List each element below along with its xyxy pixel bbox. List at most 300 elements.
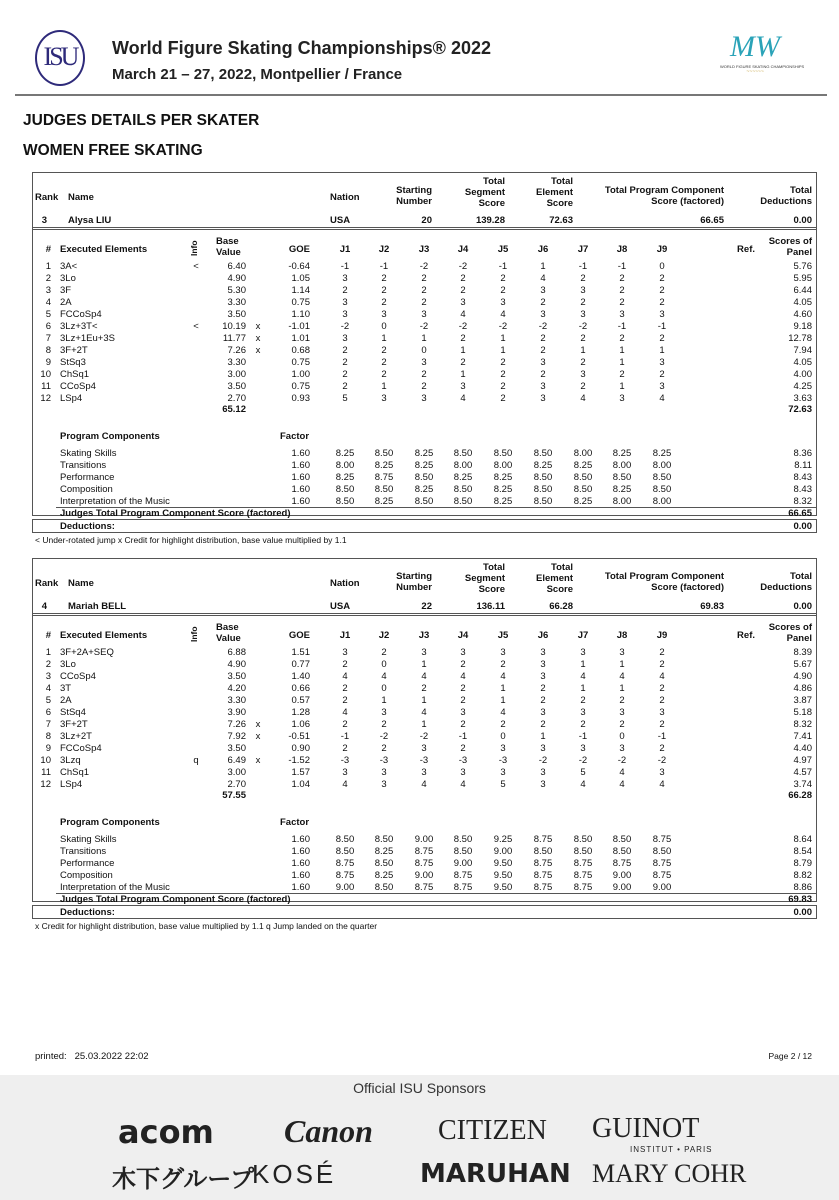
component-name: Composition [60, 870, 113, 881]
col-judge: J3 [418, 244, 430, 255]
element-judge-score: 2 [580, 297, 586, 308]
element-judge-score: 2 [659, 297, 665, 308]
header-starting-number: Starting [396, 571, 432, 582]
element-judge-score: 3 [659, 707, 665, 718]
component-panel-score: 8.86 [793, 882, 812, 893]
element-judge-score: 3 [460, 297, 466, 308]
element-judge-score: 3 [540, 659, 546, 670]
element-judge-score: 3 [540, 393, 546, 404]
element-name: 2A [60, 297, 72, 308]
element-goe: -1.52 [288, 755, 310, 766]
element-judge-score: 3 [342, 273, 348, 284]
element-judge-score: -2 [538, 755, 548, 766]
header-deductions: Deductions [760, 196, 812, 207]
element-goe: 0.93 [291, 393, 310, 404]
col-judge: J9 [656, 630, 668, 641]
skater-tss: 139.28 [475, 215, 505, 226]
component-judge-score: 8.00 [335, 460, 355, 471]
component-judge-score: 8.50 [453, 448, 473, 459]
element-base-value: 7.26 [227, 719, 246, 730]
element-judge-score: 2 [460, 357, 466, 368]
component-judge-score: 8.00 [612, 496, 632, 507]
element-base-value: 3.50 [227, 309, 246, 320]
element-judge-score: 4 [381, 671, 387, 682]
col-judge: J1 [339, 630, 351, 641]
col-base-value: Base [216, 622, 239, 633]
element-number: 8 [45, 345, 51, 356]
element-judge-score: 1 [580, 345, 586, 356]
component-judge-score: 8.50 [612, 846, 632, 857]
element-judge-score: 1 [659, 345, 665, 356]
element-judge-score: 3 [500, 767, 506, 778]
element-judge-score: 2 [421, 297, 427, 308]
header-nation: Nation [330, 192, 360, 203]
element-judge-score: -1 [578, 261, 588, 272]
element-judge-score: 2 [460, 683, 466, 694]
header-name: Name [68, 578, 94, 589]
deductions-box [32, 905, 817, 919]
element-judge-score: 3 [500, 647, 506, 658]
element-judge-score: 2 [342, 659, 348, 670]
component-judge-score: 8.25 [612, 484, 632, 495]
element-judge-score: 2 [421, 369, 427, 380]
col-judge: J4 [457, 630, 469, 641]
element-bonus-marker: x [255, 321, 261, 332]
element-base-value: 2.70 [227, 779, 246, 790]
element-judge-score: 2 [659, 333, 665, 344]
component-judge-score: 8.25 [573, 460, 593, 471]
championship-logo [720, 30, 805, 92]
element-goe: 0.75 [291, 381, 310, 392]
element-judge-score: 0 [381, 659, 387, 670]
header-tss: Total [483, 176, 505, 187]
element-base-value: 6.49 [227, 755, 246, 766]
element-judge-score: 3 [580, 707, 586, 718]
element-judge-score: 4 [460, 779, 466, 790]
element-number: 2 [45, 273, 51, 284]
component-judge-score: 9.00 [335, 882, 355, 893]
component-judge-score: 8.75 [453, 882, 473, 893]
element-judge-score: 2 [460, 333, 466, 344]
element-goe: 1.28 [291, 707, 310, 718]
header-rank: Rank [35, 578, 59, 589]
col-judge: J7 [577, 630, 589, 641]
element-judge-score: 2 [659, 273, 665, 284]
header-tss: Score [478, 198, 505, 209]
element-judge-score: 2 [381, 273, 387, 284]
element-goe: 0.68 [291, 345, 310, 356]
component-judge-score: 8.75 [533, 882, 553, 893]
component-judge-score: 8.75 [533, 834, 553, 845]
element-judge-score: 1 [500, 695, 506, 706]
component-judge-score: 9.00 [652, 882, 672, 893]
element-judge-score: 4 [342, 779, 348, 790]
element-number: 6 [45, 707, 51, 718]
element-number: 6 [45, 321, 51, 332]
element-judge-score: 2 [540, 369, 546, 380]
element-judge-score: 3 [540, 671, 546, 682]
element-judge-score: 1 [500, 683, 506, 694]
element-goe: 0.75 [291, 297, 310, 308]
element-judge-score: -1 [617, 261, 627, 272]
element-judge-score: 2 [460, 695, 466, 706]
element-judge-score: 2 [421, 381, 427, 392]
element-judge-score: 2 [500, 381, 506, 392]
col-num: # [45, 630, 51, 641]
component-judge-score: 8.25 [533, 460, 553, 471]
component-judge-score: 8.50 [652, 484, 672, 495]
element-judge-score: 3 [421, 357, 427, 368]
element-judge-score: 2 [580, 695, 586, 706]
factor-label: Factor [280, 431, 310, 442]
element-panel-score: 3.63 [793, 393, 812, 404]
element-judge-score: 2 [540, 683, 546, 694]
component-panel-score: 8.82 [793, 870, 812, 881]
element-panel-score: 3.87 [793, 695, 812, 706]
col-ref: Ref. [737, 244, 755, 255]
element-name: 3Lz+1Eu+3S [60, 333, 115, 344]
element-panel-score: 4.86 [793, 683, 812, 694]
component-name: Performance [60, 858, 115, 869]
event-title: World Figure Skating Championships® 2022 [112, 38, 491, 58]
element-judge-score: -3 [498, 755, 508, 766]
component-judge-score: 8.50 [453, 834, 473, 845]
sponsors-title: Official ISU Sponsors [353, 1080, 486, 1096]
element-judge-score: 1 [580, 659, 586, 670]
element-goe: 1.57 [291, 767, 310, 778]
element-judge-score: 2 [619, 285, 625, 296]
deductions-value: 0.00 [793, 907, 812, 918]
header-tss: Score [478, 584, 505, 595]
element-judge-score: 4 [460, 671, 466, 682]
sponsors-section [0, 1075, 839, 1200]
col-judge: J2 [378, 630, 390, 641]
element-judge-score: 3 [659, 767, 665, 778]
program-components-label: Program Components [60, 817, 160, 828]
component-judge-score: 8.25 [453, 472, 473, 483]
page-number: Page 2 / 12 [768, 1051, 812, 1061]
component-judge-score: 8.50 [374, 484, 394, 495]
component-judge-score: 8.75 [652, 870, 672, 881]
element-judge-score: 4 [500, 671, 506, 682]
element-goe: 1.51 [291, 647, 310, 658]
element-judge-score: 0 [381, 683, 387, 694]
component-judge-score: 8.50 [335, 484, 355, 495]
element-info: < [193, 261, 199, 272]
element-judge-score: 3 [460, 381, 466, 392]
element-judge-score: 2 [580, 381, 586, 392]
element-judge-score: 2 [381, 647, 387, 658]
element-base-value: 4.90 [227, 659, 246, 670]
element-goe: 1.05 [291, 273, 310, 284]
element-judge-score: 1 [500, 333, 506, 344]
element-judge-score: 3 [580, 309, 586, 320]
skater-nation: USA [330, 601, 351, 612]
element-judge-score: 5 [342, 393, 348, 404]
element-name: 2A [60, 695, 72, 706]
element-judge-score: 1 [381, 333, 387, 344]
component-judge-score: 8.25 [374, 460, 394, 471]
element-judge-score: 2 [460, 743, 466, 754]
element-judge-score: 0 [659, 261, 665, 272]
element-judge-score: -2 [379, 731, 389, 742]
col-judge: J5 [497, 630, 509, 641]
component-judge-score: 8.75 [533, 870, 553, 881]
component-panel-score: 8.36 [793, 448, 812, 459]
component-judge-score: 8.50 [374, 834, 394, 845]
element-judge-score: 3 [500, 743, 506, 754]
element-goe: 0.77 [291, 659, 310, 670]
component-judge-score: 8.50 [533, 846, 553, 857]
element-judge-score: 2 [381, 719, 387, 730]
component-judge-score: 8.75 [374, 472, 394, 483]
component-judge-score: 8.25 [493, 484, 513, 495]
element-judge-score: 3 [540, 647, 546, 658]
component-factor: 1.60 [291, 484, 310, 495]
element-judge-score: 0 [381, 321, 387, 332]
element-panel-score: 5.18 [793, 707, 812, 718]
element-judge-score: -2 [578, 755, 588, 766]
element-judge-score: 2 [381, 297, 387, 308]
element-judge-score: 0 [619, 731, 625, 742]
col-judge: J8 [616, 244, 628, 255]
col-scores-of-panel: Panel [786, 633, 812, 644]
element-goe: -0.51 [288, 731, 310, 742]
skater-pcs: 66.65 [700, 215, 724, 226]
component-judge-score: 8.50 [335, 834, 355, 845]
elements-total: 66.28 [788, 790, 812, 801]
element-goe: 1.00 [291, 369, 310, 380]
element-judge-score: -1 [657, 731, 667, 742]
component-judge-score: 8.50 [612, 472, 632, 483]
element-judge-score: 4 [580, 393, 586, 404]
component-name: Interpretation of the Music [60, 496, 170, 507]
element-judge-score: 4 [659, 671, 665, 682]
component-judge-score: 9.25 [493, 834, 513, 845]
element-judge-score: 1 [381, 381, 387, 392]
header-tes: Total [551, 176, 573, 187]
component-judge-score: 8.00 [612, 460, 632, 471]
element-number: 7 [45, 333, 51, 344]
element-judge-score: 2 [500, 369, 506, 380]
element-goe: 1.06 [291, 719, 310, 730]
element-base-value: 4.20 [227, 683, 246, 694]
component-judge-score: 8.75 [573, 858, 593, 869]
element-judge-score: 4 [421, 707, 427, 718]
element-judge-score: 2 [580, 273, 586, 284]
element-judge-score: 4 [342, 671, 348, 682]
col-judge: J8 [616, 630, 628, 641]
element-panel-score: 5.67 [793, 659, 812, 670]
element-number: 9 [45, 357, 51, 368]
element-judge-score: 2 [342, 683, 348, 694]
col-judge: J2 [378, 244, 390, 255]
component-panel-score: 8.11 [794, 460, 812, 471]
element-judge-score: 1 [421, 695, 427, 706]
element-judge-score: 0 [421, 345, 427, 356]
header-rank: Rank [35, 192, 59, 203]
skater-pcs: 69.83 [700, 601, 724, 612]
element-judge-score: 1 [540, 261, 546, 272]
element-panel-score: 7.94 [793, 345, 812, 356]
element-judge-score: 2 [460, 719, 466, 730]
element-number: 4 [45, 683, 51, 694]
skater-starting-number: 22 [421, 601, 432, 612]
element-judge-score: -3 [340, 755, 350, 766]
element-name: 3Lz+3T< [60, 321, 98, 332]
element-judge-score: 2 [659, 647, 665, 658]
component-judge-score: 8.00 [652, 460, 672, 471]
element-panel-score: 4.00 [793, 369, 812, 380]
element-judge-score: 2 [619, 297, 625, 308]
component-judge-score: 8.25 [374, 846, 394, 857]
header-nation: Nation [330, 578, 360, 589]
element-judge-score: -2 [617, 755, 627, 766]
element-judge-score: 3 [342, 333, 348, 344]
col-judge: J3 [418, 630, 430, 641]
component-judge-score: 8.50 [374, 448, 394, 459]
element-base-value: 3.00 [227, 767, 246, 778]
component-judge-score: 8.50 [612, 834, 632, 845]
element-judge-score: 3 [500, 297, 506, 308]
element-judge-score: 2 [619, 369, 625, 380]
component-panel-score: 8.54 [793, 846, 812, 857]
component-judge-score: 8.25 [335, 448, 355, 459]
component-factor: 1.60 [291, 834, 310, 845]
component-judge-score: 8.50 [493, 448, 513, 459]
component-panel-score: 8.79 [793, 858, 812, 869]
element-judge-score: 2 [540, 719, 546, 730]
header-pcs: Total Program Component [604, 185, 724, 196]
header-tes: Element [536, 187, 573, 198]
col-base-value: Value [216, 633, 241, 644]
component-factor: 1.60 [291, 496, 310, 507]
element-judge-score: -3 [419, 755, 429, 766]
element-judge-score: 3 [540, 285, 546, 296]
element-judge-score: 4 [659, 393, 665, 404]
component-name: Transitions [60, 460, 107, 471]
component-judge-score: 8.50 [414, 472, 434, 483]
element-judge-score: 2 [659, 683, 665, 694]
deductions-label: Deductions: [60, 521, 115, 532]
element-name: StSq4 [60, 707, 86, 718]
element-judge-score: -2 [458, 261, 468, 272]
element-name: 3F+2T [60, 345, 88, 356]
element-goe: -0.64 [288, 261, 310, 272]
element-judge-score: 4 [500, 707, 506, 718]
component-judge-score: 9.50 [493, 870, 513, 881]
element-judge-score: 2 [580, 333, 586, 344]
element-goe: 0.90 [291, 743, 310, 754]
element-number: 7 [45, 719, 51, 730]
component-judge-score: 8.75 [414, 846, 434, 857]
col-judge: J9 [656, 244, 668, 255]
element-judge-score: -1 [578, 731, 588, 742]
element-number: 2 [45, 659, 51, 670]
element-panel-score: 12.78 [788, 333, 812, 344]
element-bonus-marker: x [255, 345, 261, 356]
component-judge-score: 8.25 [414, 484, 434, 495]
element-panel-score: 6.44 [793, 285, 812, 296]
element-judge-score: 3 [381, 309, 387, 320]
component-judge-score: 8.75 [414, 858, 434, 869]
element-judge-score: 5 [580, 767, 586, 778]
element-judge-score: 1 [460, 369, 466, 380]
sponsor-maruhan: MARUHAN [420, 1159, 571, 1189]
col-info: Info [189, 240, 199, 256]
element-name: 3Lz+2T [60, 731, 92, 742]
component-panel-score: 8.32 [793, 496, 812, 507]
component-judge-score: 8.75 [335, 870, 355, 881]
element-name: 3Lo [60, 659, 76, 670]
element-number: 10 [40, 369, 51, 380]
component-judge-score: 8.50 [453, 846, 473, 857]
element-goe: 0.75 [291, 357, 310, 368]
element-judge-score: 4 [500, 309, 506, 320]
element-judge-score: 3 [540, 707, 546, 718]
element-judge-score: 4 [540, 273, 546, 284]
component-factor: 1.60 [291, 858, 310, 869]
judges-total-pcs-value: 66.65 [788, 508, 812, 519]
judges-total-pcs-label: Judges Total Program Component Score (factored) [60, 894, 291, 905]
col-scores-of-panel: Scores of [768, 622, 812, 633]
championship-logo-caption: WORLD FIGURE SKATING CHAMPIONSHIPS [720, 64, 805, 69]
segment-title: WOMEN FREE SKATING [23, 142, 203, 159]
element-name: LSp4 [60, 393, 83, 404]
element-judge-score: 3 [421, 309, 427, 320]
col-judge: J6 [537, 630, 549, 641]
element-judge-score: 1 [500, 345, 506, 356]
element-judge-score: 2 [342, 381, 348, 392]
header-pcs: Score (factored) [651, 582, 724, 593]
header-starting-number: Number [396, 582, 432, 593]
element-bonus-marker: x [255, 755, 261, 766]
elements-total: 72.63 [788, 404, 812, 415]
element-goe: 0.57 [291, 695, 310, 706]
element-judge-score: 2 [580, 719, 586, 730]
component-judge-score: 8.75 [573, 882, 593, 893]
element-judge-score: 2 [500, 719, 506, 730]
element-number: 12 [40, 779, 51, 790]
element-name: ChSq1 [60, 767, 90, 778]
component-name: Transitions [60, 846, 107, 857]
col-goe: GOE [288, 630, 310, 641]
element-judge-score: 2 [500, 285, 506, 296]
element-judge-score: -1 [617, 321, 627, 332]
component-judge-score: 8.25 [414, 460, 434, 471]
deductions-label: Deductions: [60, 907, 115, 918]
element-judge-score: 3 [540, 767, 546, 778]
col-info: Info [189, 626, 199, 642]
element-panel-score: 4.97 [793, 755, 812, 766]
element-panel-score: 5.76 [793, 261, 812, 272]
component-judge-score: 9.00 [414, 870, 434, 881]
element-judge-score: 3 [619, 647, 625, 658]
element-judge-score: 0 [500, 731, 506, 742]
element-judge-score: 3 [342, 767, 348, 778]
component-judge-score: 8.25 [493, 496, 513, 507]
element-base-value: 3.00 [227, 369, 246, 380]
report-title: JUDGES DETAILS PER SKATER [23, 112, 260, 129]
element-name: LSp4 [60, 779, 83, 790]
element-judge-score: 3 [619, 393, 625, 404]
element-judge-score: 3 [619, 309, 625, 320]
element-judge-score: 2 [619, 695, 625, 706]
element-judge-score: 2 [342, 357, 348, 368]
element-panel-score: 4.05 [793, 357, 812, 368]
component-judge-score: 8.75 [612, 858, 632, 869]
element-name: FCCoSp4 [60, 309, 102, 320]
